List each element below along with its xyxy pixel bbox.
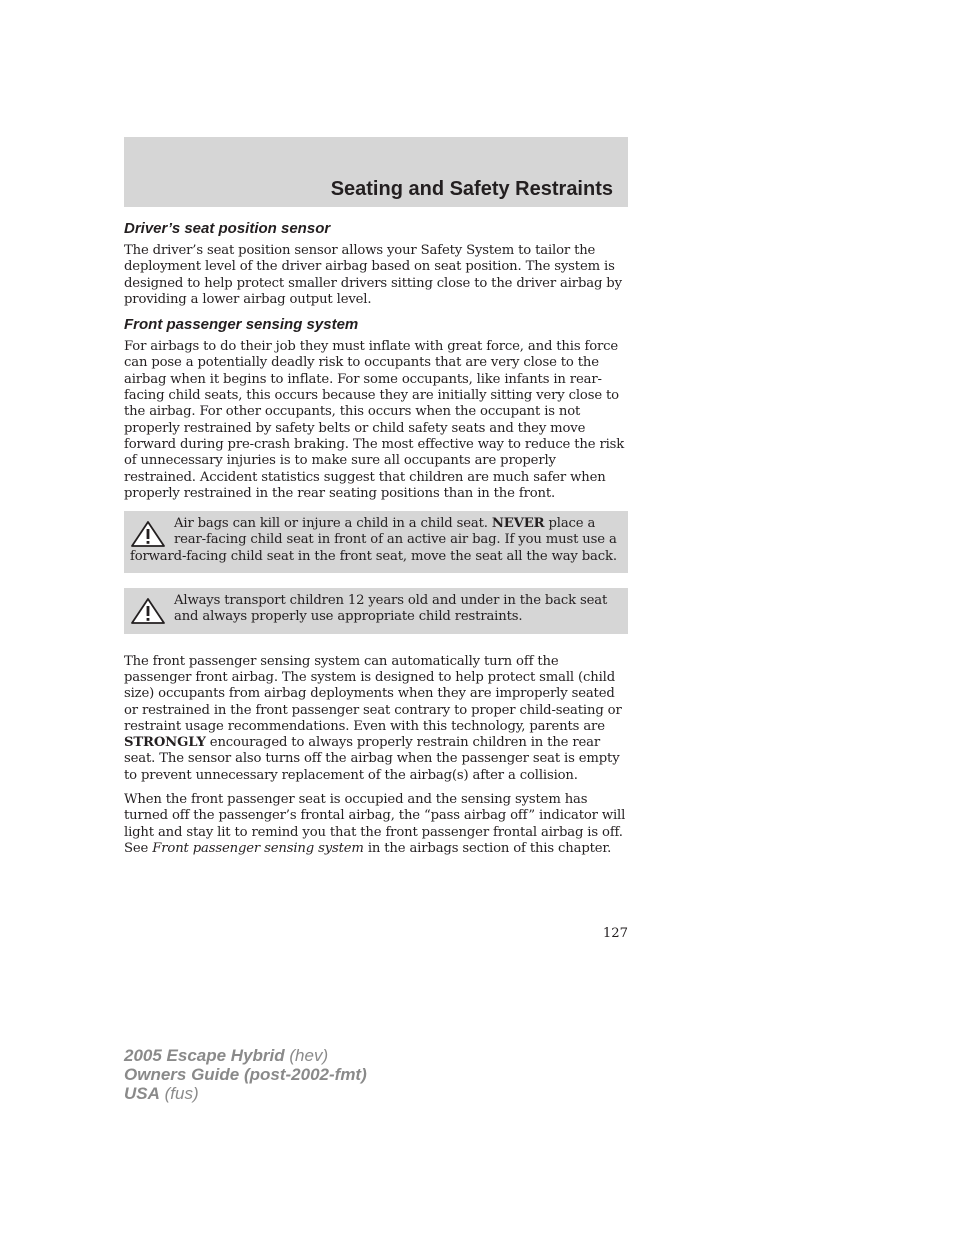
footer-model: 2005 Escape Hybrid [124, 1046, 285, 1065]
footer-line-2 [124, 1065, 367, 1084]
footer-model-code: (hev) [284, 1046, 329, 1065]
footer-guide: Owners Guide (post-2002-fmt) [124, 1065, 367, 1084]
cross-reference: Front passenger sensing system [152, 840, 364, 856]
heading-driver-seat-sensor: Driver’s seat position sensor [124, 220, 331, 237]
text-span: When the front passenger seat is occupied and the sensing system has turned off the passenger’s frontal airbag, the “pass airbag off” indicator will light and stay lit to remind you that the front passenger frontal airbag is off. See [124, 792, 626, 856]
page-content [124, 220, 628, 865]
emphasis-strongly: STRONGLY [124, 735, 206, 751]
footer-line-3 [124, 1084, 367, 1103]
footer-market-code: (fus) [159, 1084, 199, 1103]
warning-text-end: place a rear-facing child seat in front of an active air bag. If you must use a forward-facing child seat in the front seat, move the seat all the way back. [130, 516, 617, 564]
warning-box-back-seat [124, 588, 628, 634]
footer-market: USA [124, 1084, 160, 1103]
document-footer [124, 1046, 367, 1103]
text-span: encouraged to always properly restrain children in the rear seat. The sensor also turns off the airbag when the passenger seat is empty to prevent unnecessary replacement of the airbag(s) after a collision. [124, 735, 620, 783]
page-number: 127 [602, 926, 628, 941]
warning-text-back-seat: Always transport children 12 years old and under in the back seat and always properly use appropriate child restraints. [174, 593, 608, 625]
warning-text-start: Air bags can kill or injure a child in a child seat. [174, 516, 492, 532]
section-header-band [124, 137, 628, 207]
paragraph-pass-airbag-off [124, 792, 628, 857]
warning-box-child-seat [124, 511, 628, 573]
paragraph-sensing-system-function [124, 654, 628, 784]
paragraph-front-passenger-sensing: For airbags to do their job they must inflate with great force, and this force can pose a potentially deadly risk to occupants that are very close to the airbag when it begins to inflate. For some occupants, like infants in rear-facing child seats, this occurs because they are initially sitting very close to the airbag. For other occupants, this occurs when the occupant is not properly restrained by safety belts or child safety seats and they move forward during pre-crash braking. The most effective way to reduce the risk of unnecessary injuries is to make sure all occupants are properly restrained. Accident statistics suggest that children are much safer when properly restrained in the rear seating positions than in the front. [124, 339, 625, 501]
footer-line-1 [124, 1046, 367, 1065]
section-title: Seating and Safety Restraints [330, 178, 613, 200]
warning-triangle-icon [130, 597, 166, 625]
warning-emphasis-never: NEVER [491, 516, 545, 532]
warning-triangle-icon [130, 520, 166, 548]
heading-front-passenger-sensing: Front passenger sensing system [124, 316, 359, 334]
text-span: The front passenger sensing system can automatically turn off the passenger front airbag. The system is designed to help protect small (child size) occupants from airbag deployments when they are improperly seated or restrained in the front passenger seat contrary to proper child-seating or restraint usage recommendations. Even with this technology, parents are [124, 653, 622, 734]
paragraph-driver-seat-sensor: The driver’s seat position sensor allows your Safety System to tailor the deployment level of the driver airbag based on seat position. The system is designed to help protect smaller drivers sitting close to the driver airbag by providing a lower airbag output level. [124, 243, 622, 307]
text-span: in the airbags section of this chapter. [363, 840, 612, 856]
